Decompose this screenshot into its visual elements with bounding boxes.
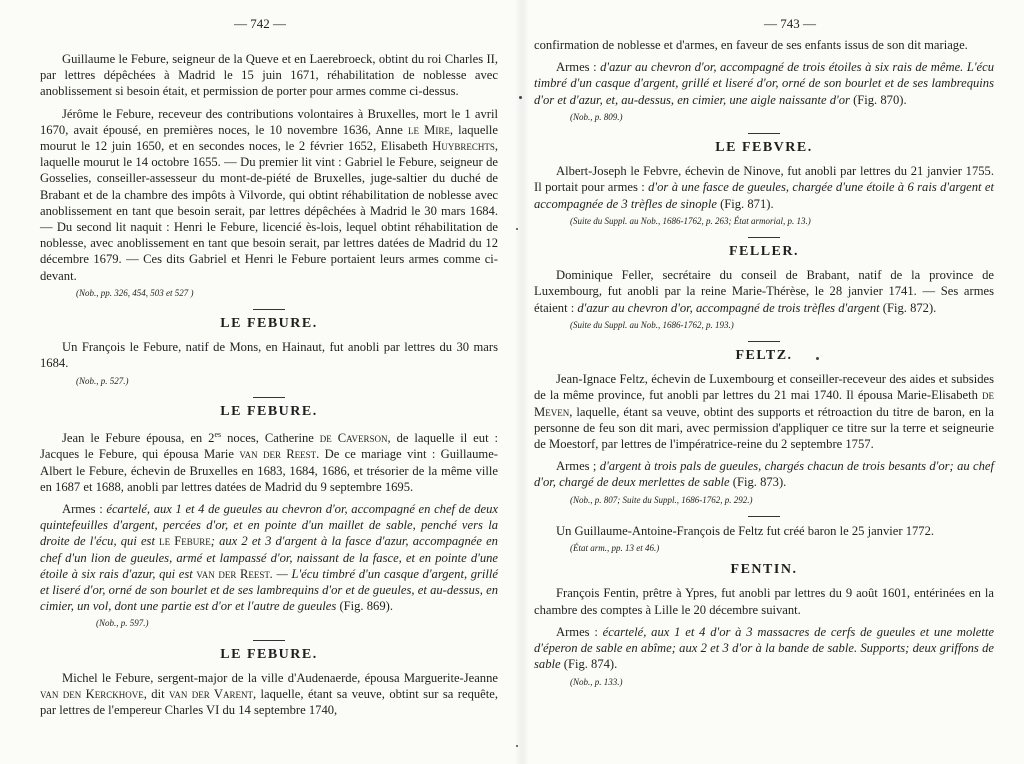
paragraph: Albert-Joseph le Febvre, échevin de Ninove, fut anobli par lettres du 21 janvier 1755. Il portait pour armes : d'or à une fasce de gueules, chargée d'une étoile à 6 rais d'argent et accompagnée de 3 trèfles de sinople (Fig. 871).	[534, 164, 994, 211]
section-heading: FELLER.	[728, 244, 799, 260]
arms-description: Armes : écartelé, aux 1 et 4 de gueules au chevron d'or, accompagné en chef de deux quintefeuilles d'argent, percées d'or, et en pointe d'un maillet de sable, penché vers la droite de l'écu, qui est le Febure; aux 2 et 3 d'argent à la fasce d'azur, accompagnée en chef d'un lion de gueules, armé et lampassé d'or, naissant de la fasce, et en pointe d'une étoile à six rais d'azur, qui est van der Reest. — L'écu timbré d'un casque d'argent, grillé et liseré d'or, orné de son bourlet et de ses lambrequins d'or et de gueules, et au-dessus, en cimier, un vol, dont une partie est d'or et l'autre de gueules (Fig. 869).	[40, 502, 498, 614]
scan-speck	[516, 745, 518, 747]
right-page	[522, 0, 1024, 764]
divider	[748, 341, 780, 342]
source-reference: (Suite du Suppl. au Nob., 1686-1762, p. 193.)	[570, 319, 734, 330]
source-reference: (Suite du Suppl. au Nob., 1686-1762, p. 263; État armorial, p. 13.)	[570, 215, 811, 226]
arms-description: Armes : écartelé, aux 1 et 4 d'or à 3 massacres de cerfs de gueules et une molette d'éperon de sable en abîme; aux 2 et 3 d'or à la bande de sable. Supports; deux griffons de sable (Fig. 874).	[534, 624, 994, 672]
section-heading: LE FEBURE.	[220, 403, 318, 419]
surname: van den Kerckhove	[40, 687, 144, 702]
figure-reference: (Fig. 870).	[853, 92, 907, 107]
scan-speck	[519, 96, 522, 99]
paragraph: Dominique Feller, secrétaire du conseil de Brabant, natif de la province de Luxembourg, fut anobli par la reine Marie-Thérèse, le 28 janvier 1741. — Ses armes étaient : d'azur au chevron d'or, accompagné de trois trèfles d'argent (Fig. 872).	[534, 268, 994, 315]
source-reference: (Nob., p. 807; Suite du Suppl., 1686-1762, p. 292.)	[570, 494, 753, 505]
figure-reference: (Fig. 873).	[732, 475, 787, 490]
figure-reference: (Fig. 871).	[720, 196, 774, 211]
figure-reference: (Fig. 874).	[563, 657, 618, 672]
paragraph: Michel le Febure, sergent-major de la ville d'Audenaerde, épousa Marguerite-Jeanne van den Kerckhove, dit van der Varent, laquelle, étant sa veuve, obtint sur sa requête, par lettres de l'empereur Charles VI du 14 septembre 1740,	[40, 670, 498, 718]
source-reference: (État arm., pp. 13 et 46.)	[570, 543, 660, 554]
scan-speck	[816, 357, 819, 360]
page-content	[40, 51, 498, 725]
surname: de Meven	[534, 388, 994, 419]
divider	[253, 309, 285, 310]
paragraph: confirmation de noblesse et d'armes, en faveur de ses enfants issus de son dit mariage.	[534, 38, 968, 52]
section-heading: LE FEBURE.	[220, 646, 318, 662]
page-number: — 743 —	[764, 16, 816, 31]
page-content	[534, 37, 994, 696]
surname: Huybrechts	[432, 139, 495, 154]
paragraph: Guillaume le Febure, seigneur de la Queve et en Laerebroeck, obtint du roi Charles II, par lettres dépêchées à Madrid le 15 juin 1671, réhabilitation de noblesse avec anoblissement si besoin était, et permission de porter pour armes comme ci-dessus.	[40, 52, 498, 99]
section-heading: FELTZ.	[735, 348, 793, 364]
figure-reference: (Fig. 872).	[882, 300, 937, 315]
divider	[748, 133, 780, 134]
arms-description: Armes ; d'argent à trois pals de gueules, chargés chacun de trois besants d'or; au chef d'or, chargé de deux merlettes de sable (Fig. 873).	[534, 459, 994, 490]
paragraph: Un Guillaume-Antoine-François de Feltz fut créé baron le 25 janvier 1772.	[556, 523, 935, 538]
paragraph: Un François le Febure, natif de Mons, en Hainaut, fut anobli par lettres du 30 mars 1684.	[40, 340, 498, 371]
paragraph: Jean-Ignace Feltz, échevin de Luxembourg et conseiller-receveur des aides et subsides de la même province, fut anobli par lettres du 21 mai 1740. Il épousa Marie-Elisabeth de Meven, laquelle, étant sa veuve, obtint des supports et rétroaction du titre de baron, en la personne de feu son dit mari, avec permission d'appliquer ce titre sur la terre et seigneurie de Moestorf, par lettres de l'impératrice-reine du 2 septembre 1757.	[534, 372, 994, 452]
source-reference: (Nob., p. 133.)	[570, 676, 623, 687]
source-reference: (Nob., pp. 326, 454, 503 et 527 )	[76, 287, 194, 298]
divider	[253, 397, 285, 398]
divider	[748, 237, 780, 238]
page-number: — 742 —	[234, 16, 286, 31]
scan-speck	[516, 228, 518, 230]
paragraph: Jérôme le Febure, receveur des contributions volontaires à Bruxelles, mort le 1 avril 1670, avait épousé, en premières noces, le 10 novembre 1636, Anne le Mire, laquelle mourut le 12 juin 1650, et en secondes noces, le 2 février 1652, Elisabeth Huybrechts, laquelle mourut le 14 octobre 1655. — Du premier lit vint : Gabriel le Febure, seigneur de Gosselies, conseiller-assesseur du mont-de-piété de Bruxelles, juge-saltier du duché de Brabant et de la chambre des impôts à Vilvorde, qui obtint réhabilitation de noblesse avec anoblissement en tant que besoin serait, par lettres dépêchées à Madrid le 30 mars 1684. — Du second lit naquit : Henri le Febure, licencié ès-lois, lequel obtint réhabilitation de noblesse, avec anoblissement en tant que besoin serait, par lettres datées de Madrid du 12 décembre 1679. — Ces dits Gabriel et Henri le Febure portaient leurs armes comme ci-devant.	[40, 106, 498, 283]
surname: le Mire	[407, 122, 450, 137]
surname: van der Reest	[196, 566, 270, 581]
figure-reference: (Fig. 869).	[339, 599, 393, 614]
paragraph: Jean le Febure épousa, en $2^{es}$ noces, Catherine de Caverson, de laquelle il eut : Jacques le Febure, qui épousa Marie van der Reest. De ce mariage vint : Guillaume-Albert le Febure, échevin de Bruxelles en 1683, 1684, 1686, et trésorier de la même ville en 1687 et 1688, anobli par lettres datées de Madrid du 9 septembre 1695.	[40, 430, 499, 494]
surname: van der Varent	[168, 687, 253, 702]
surname: van der Reest	[239, 447, 317, 462]
surname: de Caverson	[319, 431, 388, 446]
divider	[253, 640, 285, 641]
source-reference: (Nob., p. 527.)	[76, 375, 129, 386]
surname: le Febure	[159, 534, 211, 549]
source-reference: (Nob., p. 597.)	[96, 618, 149, 629]
divider	[748, 516, 780, 517]
source-reference: (Nob., p. 809.)	[570, 111, 623, 122]
paragraph: François Fentin, prêtre à Ypres, fut anobli par lettres du 9 août 1601, entérinées en la chambre des comptes à Lille le 20 décembre suivant.	[534, 586, 994, 617]
section-heading: FENTIN.	[730, 562, 798, 578]
section-heading: LE FEBURE.	[220, 316, 318, 332]
arms-description: Armes : d'azur au chevron d'or, accompagné de trois étoiles à six rais de même. L'écu timbré d'un casque d'argent, grillé et liseré d'or, orné de son bourlet et de ses lambrequins d'or et d'azur, et, au-dessus, en cimier, une aigle naissante d'or (Fig. 870).	[534, 60, 994, 107]
section-heading: LE FEBVRE.	[715, 140, 813, 156]
